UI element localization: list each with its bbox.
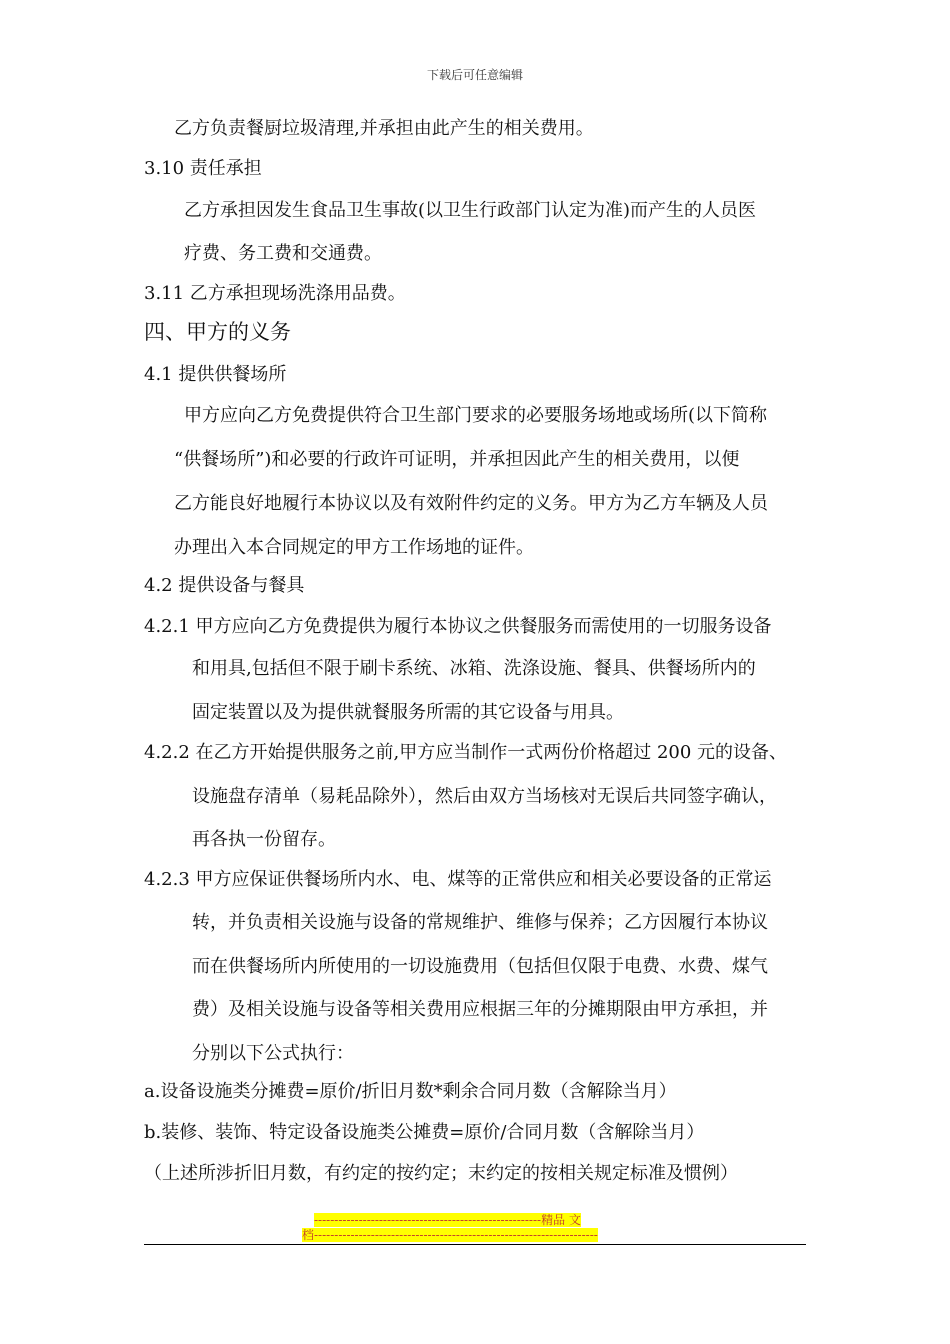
formula-a: a.设备设施类分摊费=原价/折旧月数*剩余合同月数（含解除当月） xyxy=(144,1081,677,1102)
chapter-heading-four: 四、甲方的义务 xyxy=(144,320,291,344)
section-heading-4-1: 4.1 提供供餐场所 xyxy=(144,364,287,385)
footer-watermark-line-2: 档---------------------------------------------------------------------- xyxy=(302,1228,598,1242)
note-line: （上述所涉折旧月数，有约定的按约定；末约定的按相关规定标准及惯例） xyxy=(144,1163,738,1184)
paragraph-line: 办理出入本合同规定的甲方工作场地的证件。 xyxy=(174,537,534,558)
paragraph-line: “供餐场所”)和必要的行政许可证明，并承担因此产生的相关费用，以便 xyxy=(174,449,740,470)
clause-4-2-2: 4.2.2 在乙方开始提供服务之前,甲方应当制作一式两份价格超过 200 元的设备、 xyxy=(144,742,788,763)
paragraph-line: 转，并负责相关设施与设备的常规维护、维修与保养；乙方因履行本协议 xyxy=(192,912,768,933)
paragraph-line: 和用具,包括但不限于刷卡系统、冰箱、洗涤设施、餐具、供餐场所内的 xyxy=(192,658,756,679)
paragraph-line: 再各执一份留存。 xyxy=(192,829,336,850)
paragraph-line: 设施盘存清单（易耗品除外），然后由双方当场核对无误后共同签字确认， xyxy=(192,786,777,807)
section-heading-4-2: 4.2 提供设备与餐具 xyxy=(144,575,305,596)
section-heading-3-10: 3.10 责任承担 xyxy=(144,158,262,179)
paragraph-line: 而在供餐场所内所使用的一切设施费用（包括但仅限于电费、水费、煤气 xyxy=(192,956,768,977)
page-header: 下载后可任意编辑 xyxy=(426,68,523,82)
paragraph-line: 费）及相关设施与设备等相关费用应根据三年的分摊期限由甲方承担，并 xyxy=(192,999,768,1020)
paragraph-line: 乙方能良好地履行本协议以及有效附件约定的义务。甲方为乙方车辆及人员 xyxy=(174,493,768,514)
paragraph-line: 甲方应向乙方免费提供符合卫生部门要求的必要服务场地或场所(以下简称 xyxy=(184,405,768,426)
footer-divider xyxy=(144,1244,806,1245)
paragraph-line: 固定装置以及为提供就餐服务所需的其它设备与用具。 xyxy=(192,702,624,723)
section-heading-3-11: 3.11 乙方承担现场洗涤用品费。 xyxy=(144,283,406,304)
paragraph-line: 乙方负责餐厨垃圾清理,并承担由此产生的相关费用。 xyxy=(174,118,594,139)
paragraph-line: 分别以下公式执行： xyxy=(192,1043,354,1064)
clause-4-2-1: 4.2.1 甲方应向乙方免费提供为履行本协议之供餐服务而需使用的一切服务设备 xyxy=(144,616,772,637)
formula-b: b.装修、装饰、特定设备设施类公摊费=原价/合同月数（含解除当月） xyxy=(144,1122,705,1143)
footer-watermark-line-1: --------------------------------------------------------精品 文 xyxy=(314,1213,581,1227)
paragraph-line: 疗费、务工费和交通费。 xyxy=(184,243,382,264)
clause-4-2-3: 4.2.3 甲方应保证供餐场所内水、电、煤等的正常供应和相关必要设备的正常运 xyxy=(144,869,772,890)
paragraph-line: 乙方承担因发生食品卫生事故(以卫生行政部门认定为准)而产生的人员医 xyxy=(184,200,757,221)
